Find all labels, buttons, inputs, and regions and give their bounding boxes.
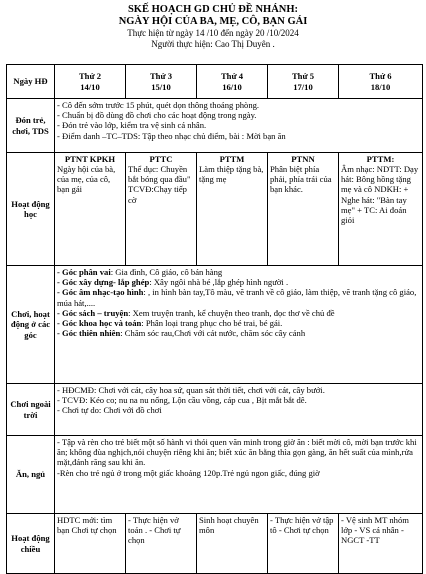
welcome-content (55, 99, 423, 153)
corner-item (57, 267, 420, 277)
day-name: Thứ 5 (291, 70, 315, 81)
corner-text: : Phân loại trang phục cho bé trai, bé gái. (141, 318, 283, 329)
plan-title: SKẾ HOẠCH GD CHỦ ĐỀ NHÁNH: (127, 4, 299, 15)
learning-head: PTTM (219, 154, 245, 164)
day-date: 17/10 (293, 81, 313, 92)
plan-dates: Thực hiện từ ngày 14 /10 đến ngày 20 /10/2024 (127, 28, 299, 38)
welcome-line: - Điểm danh –TC–TDS: Tập theo nhạc chủ điểm, bài : Mời bạn ăn (57, 130, 286, 141)
corner-cell: Ngày HĐ (7, 65, 55, 99)
learning-body: Ngày hội của bà, của mẹ, của cô, bạn gái (57, 164, 116, 195)
afternoon-cell: HDTC mới: tìm bạn Chơi tự chọn (55, 514, 126, 574)
eat-line: - Tập và rèn cho trẻ biết một số hành vi thói quen văn minh trong giờ ăn : biết mời cô, mời bạn trước khi ăn; không đùa nghịch,nói chuyện riêng khi ăn; biết xúc ăn bằng thìa gọn gàng, ăn hết suất của mình,rửa mặt,đánh răng sau khi ăn. (57, 437, 417, 468)
day-date: 18/10 (370, 81, 391, 92)
row-label-learning: Hoạt động học (7, 153, 55, 266)
outdoor-content (55, 384, 423, 436)
learning-cell (197, 153, 268, 266)
day-name: Thứ 6 (369, 70, 392, 81)
welcome-line: - Chuẩn bị đồ dùng đồ chơi cho các hoạt động trong ngày. (57, 110, 257, 121)
corner-key: - Góc khoa học và toán (57, 318, 142, 329)
corner-key: - Góc sách – truyện (57, 307, 129, 318)
corner-key: - Góc xây dựng- lắp ghép (57, 277, 150, 288)
learning-cell (268, 153, 339, 266)
learning-head: PTNT KPKH (64, 154, 116, 164)
outdoor-line: - TCVĐ: Kéo co; nu na nu nống, Lộn cầu vồng, cáp cua , Bịt mắt bắt dê. (57, 395, 307, 406)
day-date: 14/10 (80, 81, 100, 92)
welcome-row (7, 99, 423, 153)
learning-body: Làm thiệp tặng bà, tặng mẹ (199, 164, 264, 185)
day-date: 16/10 (222, 81, 242, 92)
corner-item (57, 277, 420, 287)
plan-subtitle: NGÀY HỘI CỦA BA, MẸ, CÔ, BẠN GÁI (118, 16, 308, 27)
day-name: Thứ 3 (149, 70, 173, 81)
outdoor-line: - Chơi tự do: Chơi với đồ chơi (57, 405, 162, 416)
day-header (126, 65, 197, 99)
learning-cell (55, 153, 126, 266)
corners-row (7, 266, 423, 384)
afternoon-cell: - Vệ sinh MT nhóm lớp - VS cá nhân - NGCT -TT (339, 514, 423, 574)
corner-item (57, 308, 420, 318)
plan-teacher: Người thực hiện: Cao Thị Duyên . (151, 39, 275, 49)
row-label-eat: Ăn, ngủ (7, 436, 55, 514)
corner-text: : Xây ngôi nhà bé ,lắp ghép hình người . (149, 277, 289, 288)
afternoon-cell: - Thực hiện vở toán . - Chơi tự chọn (126, 514, 197, 574)
afternoon-cell: Sinh hoạt chuyên môn (197, 514, 268, 574)
afternoon-cell: - Thực hiện vở tập tô - Chơi tự chọn (268, 514, 339, 574)
schedule-table (6, 64, 423, 574)
day-header (268, 65, 339, 99)
learning-row (7, 153, 423, 266)
eat-row (7, 436, 423, 514)
eat-line: -Rèn cho trẻ ngủ ở trong một giấc khoảng 120p.Trẻ ngủ ngon giấc, đúng giờ (57, 467, 320, 478)
day-name: Thứ 2 (78, 70, 102, 81)
learning-cell (339, 153, 423, 266)
corners-content (55, 266, 423, 384)
day-header (55, 65, 126, 99)
corner-item (57, 328, 420, 338)
corner-key: - Góc âm nhạc-tạo hình (57, 287, 144, 298)
row-label-outdoor: Chơi ngoài trời (7, 384, 55, 436)
corner-text: : Xem truyện tranh, kể chuyện theo tranh, đọc thơ về chủ đề (128, 307, 335, 318)
learning-body: Âm nhạc: NDTT: Dạy hát: Bông hồng tặng mẹ và cô NDKH: + Nghe hát: "Bàn tay mẹ" + TC: Ai đoán giỏi (341, 164, 419, 226)
day-header (197, 65, 268, 99)
day-name: Thứ 4 (220, 70, 244, 81)
welcome-line: - Đón trẻ vào lớp, kiểm tra vệ sinh cá nhân. (57, 120, 207, 131)
corner-item (57, 318, 420, 328)
outdoor-row (7, 384, 423, 436)
corner-item (57, 287, 420, 307)
learning-head: PTNN (291, 154, 315, 164)
day-date: 15/10 (151, 81, 171, 92)
corner-text: : Chăm sóc rau,Chơi với cát nước, chăm sóc cây cảnh (120, 328, 306, 339)
outdoor-line: - HĐCMĐ: Chơi với cát, cây hoa sứ, quan sát thời tiết, chơi với cát, cây bưởi. (57, 385, 325, 395)
corner-text: : , in hình bàn tay,Tô màu, vẽ tranh về cô giáo, làm thiệp, vẽ tranh tặng cô giáo, múa hát,.... (57, 287, 417, 308)
row-label-corners: Chơi, hoạt động ở các góc (7, 266, 55, 384)
learning-head: PTTC (149, 154, 173, 164)
learning-body: Thể dục: Chuyền bắt bóng qua đầu" TCVĐ:Chạy tiếp cờ (128, 164, 191, 205)
learning-body: Phân biệt phía phải, phía trái của bạn khác. (270, 164, 332, 195)
afternoon-row (7, 514, 423, 574)
learning-head: PTTM: (366, 154, 395, 164)
eat-content (55, 436, 423, 514)
day-header (339, 65, 423, 99)
corner-key: - Góc phân vai (57, 267, 111, 277)
page-header (0, 0, 426, 50)
row-label-afternoon: Hoạt động chiều (7, 514, 55, 574)
learning-cell (126, 153, 197, 266)
corner-text: : Gia đình, Cô giáo, cô bán hàng (110, 267, 223, 277)
corner-key: - Góc thiên nhiên (57, 328, 121, 339)
row-label-welcome: Đón trẻ, chơi, TDS (7, 99, 55, 153)
days-row (7, 65, 423, 99)
welcome-line: - Cô đến sớm trước 15 phút, quét dọn thông thoáng phòng. (57, 100, 260, 110)
